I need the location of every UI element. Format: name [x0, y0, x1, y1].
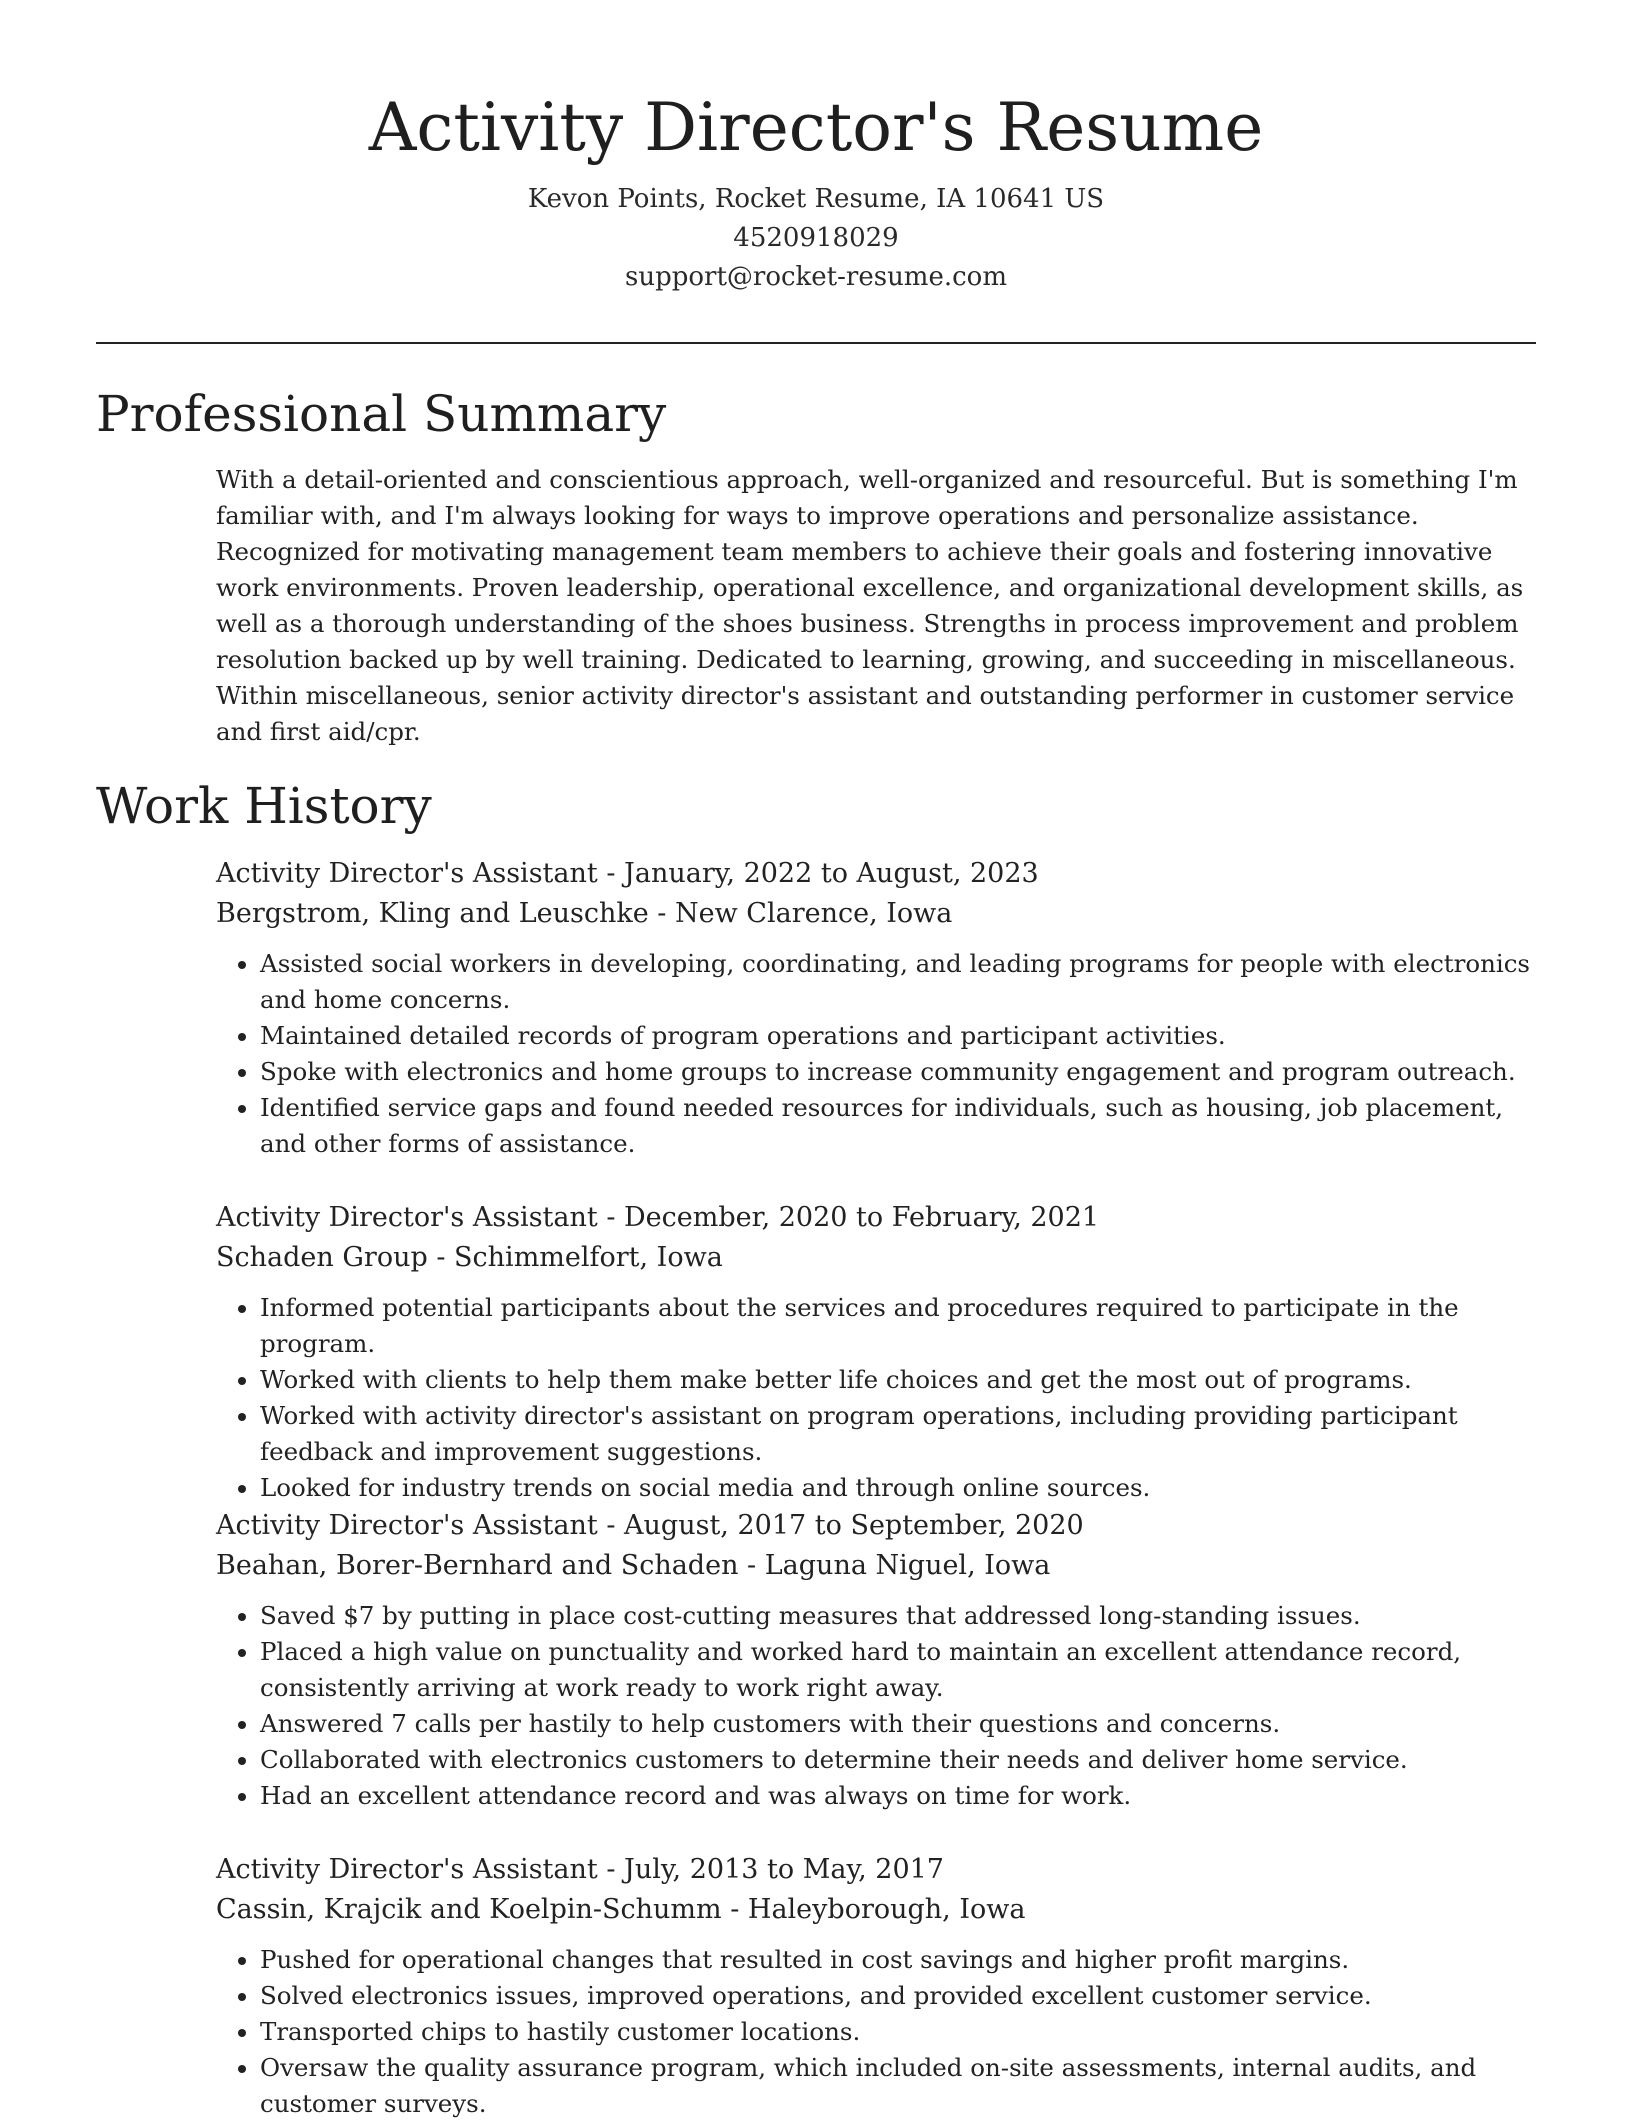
summary-text: With a detail-oriented and conscientious approach, well-organized and resourceful. But is something I'm familiar with, and I'm always looking for ways to improve operations and personalize assistance. Recognized for motivating management team members to achieve their goals and fostering innovative work environments. Proven leadership, operational excellence, and organizational development skills, as well as a thorough understanding of the shoes business. Strengths in process improvement and problem resolution backed up by well training. Dedicated to learning, growing, and succeeding in miscellaneous. Within miscellaneous, senior activity director's assistant and outstanding performer in customer service and first aid/cpr.: [216, 465, 1524, 746]
job-dates: January, 2022 to August, 2023: [624, 858, 1039, 889]
list-item: • Transported chips to hastily customer locations.: [260, 2014, 1540, 2050]
job-title-line: [216, 1198, 1540, 1238]
job-title-line: [216, 854, 1540, 894]
separator: -: [597, 1854, 625, 1885]
job-company: Beahan, Borer-Bernhard and Schaden: [216, 1550, 739, 1581]
separator: -: [597, 1202, 625, 1233]
list-item: • Worked with clients to help them make better life choices and get the most out of programs.: [260, 1362, 1540, 1398]
list-item: • Had an excellent attendance record and was always on time for work.: [260, 1778, 1540, 1814]
job-company: Bergstrom, Kling and Leuschke: [216, 898, 649, 929]
list-item: • Placed a high value on punctuality and worked hard to maintain an excellent attendance record, consistently arriving at work ready to work right away.: [260, 1634, 1540, 1706]
separator: -: [597, 1510, 625, 1541]
list-item: • Looked for industry trends on social media and through online sources.: [260, 1470, 1540, 1506]
job-company: Schaden Group: [216, 1242, 428, 1273]
job-title: Activity Director's Assistant: [216, 1510, 598, 1541]
separator: -: [721, 1894, 748, 1925]
job-title: Activity Director's Assistant: [216, 1202, 598, 1233]
job-bullet-list: [216, 1290, 1540, 1506]
job-entry: [216, 1506, 1540, 1814]
job-company-line: [216, 1238, 1540, 1278]
resume-header: [0, 80, 1632, 297]
page-title: Activity Director's Resume: [368, 89, 1264, 166]
separator: -: [648, 898, 675, 929]
job-title-line: [216, 1850, 1540, 1890]
job-bullet-list: [216, 946, 1540, 1162]
work-history-heading: Work History: [96, 777, 432, 835]
job-entry: [216, 1850, 1540, 2122]
list-item: • Collaborated with electronics customers to determine their needs and deliver home service.: [260, 1742, 1540, 1778]
list-item: • Informed potential participants about the services and procedures required to participate in the program.: [260, 1290, 1540, 1362]
list-item: • Pushed for operational changes that resulted in cost savings and higher profit margins.: [260, 1942, 1540, 1978]
separator: -: [597, 858, 625, 889]
list-item: • Solved electronics issues, improved operations, and provided excellent customer service.: [260, 1978, 1540, 2014]
list-item: • Answered 7 calls per hastily to help customers with their questions and concerns.: [260, 1706, 1540, 1742]
job-company-line: [216, 1890, 1540, 1930]
job-dates: December, 2020 to February, 2021: [624, 1202, 1100, 1233]
list-item: • Saved $7 by putting in place cost-cutting measures that addressed long-standing issues.: [260, 1598, 1540, 1634]
job-bullet-list: [216, 1942, 1540, 2122]
contact-address: Kevon Points, Rocket Resume, IA 10641 US: [527, 184, 1105, 214]
job-dates: July, 2013 to May, 2017: [624, 1854, 944, 1885]
summary-heading: Professional Summary: [96, 385, 667, 443]
separator: -: [738, 1550, 765, 1581]
job-location: New Clarence, Iowa: [675, 898, 953, 929]
list-item: • Spoke with electronics and home groups to increase community engagement and program outreach.: [260, 1054, 1540, 1090]
job-company: Cassin, Krajcik and Koelpin-Schumm: [216, 1894, 722, 1925]
job-entry: [216, 854, 1540, 1162]
job-title: Activity Director's Assistant: [216, 1854, 598, 1885]
job-company-line: [216, 1546, 1540, 1586]
list-item: • Assisted social workers in developing, coordinating, and leading programs for people with electronics and home concerns.: [260, 946, 1540, 1018]
separator: -: [427, 1242, 455, 1273]
contact-phone: 4520918029: [733, 223, 899, 253]
job-title: Activity Director's Assistant: [216, 858, 598, 889]
job-dates: August, 2017 to September, 2020: [624, 1510, 1084, 1541]
contact-email: support@rocket-resume.com: [624, 262, 1007, 292]
header-divider: [96, 342, 1536, 344]
job-title-line: [216, 1506, 1540, 1546]
list-item: • Worked with activity director's assistant on program operations, including providing participant feedback and improvement suggestions.: [260, 1398, 1540, 1470]
list-item: • Maintained detailed records of program operations and participant activities.: [260, 1018, 1540, 1054]
job-location: Laguna Niguel, Iowa: [764, 1550, 1051, 1581]
job-bullet-list: [216, 1598, 1540, 1814]
job-location: Haleyborough, Iowa: [747, 1894, 1026, 1925]
list-item: • Oversaw the quality assurance program, which included on-site assessments, internal audits, and customer surveys.: [260, 2050, 1540, 2122]
job-location: Schimmelfort, Iowa: [454, 1242, 723, 1273]
list-item: • Identified service gaps and found needed resources for individuals, such as housing, job placement, and other forms of assistance.: [260, 1090, 1540, 1162]
job-company-line: [216, 894, 1540, 934]
job-entry: [216, 1198, 1540, 1506]
